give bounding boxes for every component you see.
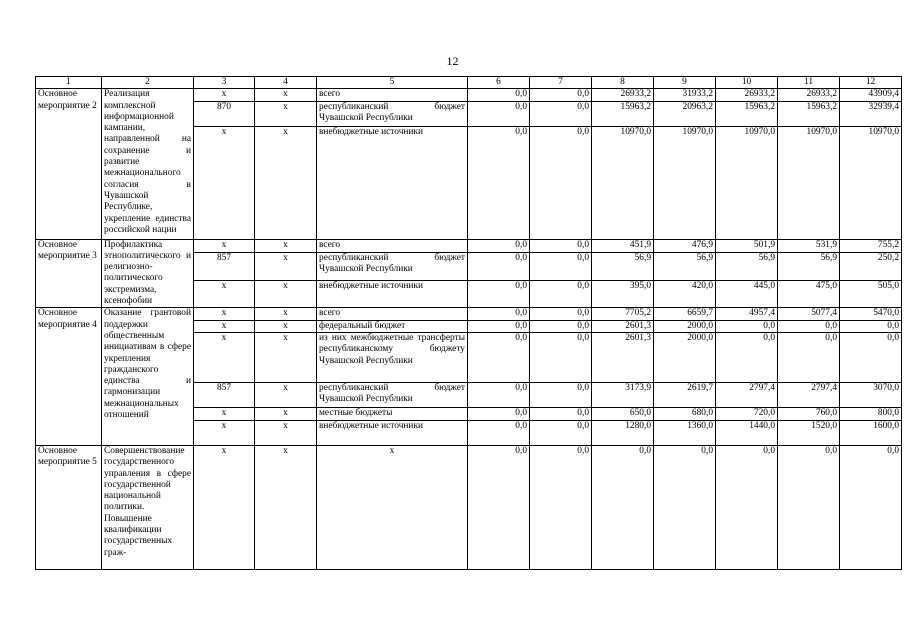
value-cell: 0,0 (530, 239, 592, 253)
value-cell: 250,2 (840, 253, 902, 281)
column-header: 11 (778, 77, 840, 89)
value-cell: 0,0 (468, 101, 530, 126)
code-cell: х (255, 89, 317, 101)
value-cell: 56,9 (778, 253, 840, 281)
value-cell: 0,0 (530, 280, 592, 308)
table-row (36, 239, 902, 253)
value-cell: 0,0 (840, 320, 902, 332)
value-cell: 2797,4 (778, 382, 840, 407)
value-cell: 0,0 (530, 89, 592, 101)
code-cell: х (255, 407, 317, 420)
value-cell: 32939,4 (840, 101, 902, 126)
value-cell: 505,0 (840, 280, 902, 308)
funding-source-cell: республиканский бюджет Чувашской Республики (317, 253, 468, 281)
value-cell: 0,0 (840, 332, 902, 382)
measure-code-cell: Основное мероприятие 2 (36, 89, 102, 239)
code-cell: х (194, 89, 255, 101)
measure-description-cell: Реализация комплексной информационной кампании, направленной на сохранение и развитие межнационального согласия в Чувашской Республике, укрепление единства российской нации (102, 89, 194, 239)
value-cell: 475,0 (778, 280, 840, 308)
funding-source-cell: внебюджетные источники (317, 126, 468, 239)
value-cell: 0,0 (530, 407, 592, 420)
value-cell: 800,0 (840, 407, 902, 420)
value-cell: 15963,2 (778, 101, 840, 126)
value-cell: 0,0 (468, 407, 530, 420)
value-cell: 720,0 (716, 407, 778, 420)
column-header: 4 (255, 77, 317, 89)
budget-table (35, 76, 902, 570)
value-cell: 0,0 (592, 445, 654, 569)
column-header: 3 (194, 77, 255, 89)
value-cell: 0,0 (468, 253, 530, 281)
measure-description-cell: Совершенствование государственного управления в сфере государственной национальной политики. Повышение квалификации государственных граж- (102, 445, 194, 569)
measure-code-cell: Основное мероприятие 3 (36, 239, 102, 308)
value-cell: 0,0 (530, 420, 592, 445)
value-cell: 5470,0 (840, 308, 902, 320)
code-cell: х (255, 420, 317, 445)
value-cell: 0,0 (468, 320, 530, 332)
page-number: 12 (446, 54, 459, 68)
value-cell: 451,9 (592, 239, 654, 253)
table-row (36, 308, 902, 320)
code-cell: х (255, 280, 317, 308)
code-cell: х (255, 320, 317, 332)
column-number-row (36, 77, 902, 89)
value-cell: 0,0 (468, 382, 530, 407)
value-cell: 15963,2 (592, 101, 654, 126)
value-cell: 56,9 (592, 253, 654, 281)
funding-source-cell: республиканский бюджет Чувашской Республики (317, 101, 468, 126)
column-header: 5 (317, 77, 468, 89)
code-cell: х (255, 126, 317, 239)
measure-code-cell: Основное мероприятие 4 (36, 308, 102, 446)
funding-source-cell: внебюджетные источники (317, 280, 468, 308)
value-cell: 0,0 (468, 280, 530, 308)
funding-source-cell: всего (317, 239, 468, 253)
code-cell: х (194, 420, 255, 445)
value-cell: 2000,0 (654, 320, 716, 332)
value-cell: 2797,4 (716, 382, 778, 407)
value-cell: 0,0 (468, 445, 530, 569)
funding-source-cell: республиканский бюджет Чувашской Республики (317, 382, 468, 407)
value-cell: 680,0 (654, 407, 716, 420)
code-cell: х (255, 101, 317, 126)
value-cell: 420,0 (654, 280, 716, 308)
column-header: 7 (530, 77, 592, 89)
value-cell: 15963,2 (716, 101, 778, 126)
value-cell: 0,0 (530, 445, 592, 569)
measure-description-cell: Профилактика этнополитического и религиозно-политического экстремизма, ксенофобии (102, 239, 194, 308)
code-cell: х (255, 382, 317, 407)
value-cell: 476,9 (654, 239, 716, 253)
code-cell: х (255, 445, 317, 569)
column-header: 12 (840, 77, 902, 89)
value-cell: 31933,2 (654, 89, 716, 101)
funding-source-cell: всего (317, 308, 468, 320)
value-cell: 0,0 (468, 332, 530, 382)
value-cell: 2601,3 (592, 320, 654, 332)
code-cell: х (194, 445, 255, 569)
value-cell: 1600,0 (840, 420, 902, 445)
value-cell: 0,0 (778, 332, 840, 382)
code-cell: х (194, 407, 255, 420)
code-cell: х (194, 280, 255, 308)
value-cell: 0,0 (530, 308, 592, 320)
value-cell: 10970,0 (654, 126, 716, 239)
value-cell: 2619,7 (654, 382, 716, 407)
code-cell: 870 (194, 101, 255, 126)
measure-code-cell: Основное мероприятие 5 (36, 445, 102, 569)
code-cell: х (255, 253, 317, 281)
funding-source-cell: всего (317, 89, 468, 101)
code-cell: х (255, 332, 317, 382)
funding-source-cell: внебюджетные источники (317, 420, 468, 445)
value-cell: 0,0 (468, 308, 530, 320)
value-cell: 445,0 (716, 280, 778, 308)
funding-source-cell: из них межбюджетные трансферты республиканскому бюджету Чувашской Республики (317, 332, 468, 382)
code-cell: х (255, 239, 317, 253)
value-cell: 501,9 (716, 239, 778, 253)
table-row (36, 445, 902, 569)
value-cell: 43909,4 (840, 89, 902, 101)
value-cell: 0,0 (778, 445, 840, 569)
value-cell: 0,0 (530, 382, 592, 407)
table-body (36, 89, 902, 570)
code-cell: 857 (194, 253, 255, 281)
code-cell: 857 (194, 382, 255, 407)
value-cell: 0,0 (530, 101, 592, 126)
funding-source-cell: х (317, 445, 468, 569)
column-header: 9 (654, 77, 716, 89)
column-header: 10 (716, 77, 778, 89)
column-header: 1 (36, 77, 102, 89)
value-cell: 1280,0 (592, 420, 654, 445)
code-cell: х (194, 308, 255, 320)
column-header: 2 (102, 77, 194, 89)
column-header: 6 (468, 77, 530, 89)
funding-source-cell: местные бюджеты (317, 407, 468, 420)
value-cell: 0,0 (468, 239, 530, 253)
value-cell: 0,0 (530, 253, 592, 281)
value-cell: 10970,0 (592, 126, 654, 239)
value-cell: 0,0 (530, 126, 592, 239)
value-cell: 4957,4 (716, 308, 778, 320)
value-cell: 26933,2 (778, 89, 840, 101)
value-cell: 26933,2 (716, 89, 778, 101)
value-cell: 1440,0 (716, 420, 778, 445)
value-cell: 0,0 (716, 332, 778, 382)
value-cell: 26933,2 (592, 89, 654, 101)
value-cell: 1520,0 (778, 420, 840, 445)
code-cell: х (255, 308, 317, 320)
value-cell: 3070,0 (840, 382, 902, 407)
value-cell: 531,9 (778, 239, 840, 253)
table-row (36, 89, 902, 101)
value-cell: 0,0 (840, 445, 902, 569)
value-cell: 2601,3 (592, 332, 654, 382)
value-cell: 2000,0 (654, 332, 716, 382)
value-cell: 0,0 (716, 320, 778, 332)
value-cell: 56,9 (654, 253, 716, 281)
value-cell: 56,9 (716, 253, 778, 281)
value-cell: 0,0 (468, 126, 530, 239)
value-cell: 0,0 (716, 445, 778, 569)
value-cell: 0,0 (468, 89, 530, 101)
value-cell: 7705,2 (592, 308, 654, 320)
value-cell: 3173,9 (592, 382, 654, 407)
code-cell: х (194, 320, 255, 332)
code-cell: х (194, 126, 255, 239)
value-cell: 6659,7 (654, 308, 716, 320)
funding-source-cell: федеральный бюджет (317, 320, 468, 332)
value-cell: 0,0 (530, 320, 592, 332)
value-cell: 760,0 (778, 407, 840, 420)
value-cell: 0,0 (468, 420, 530, 445)
value-cell: 755,2 (840, 239, 902, 253)
value-cell: 20963,2 (654, 101, 716, 126)
measure-description-cell: Оказание грантовой поддержки общественным инициативам в сфере укрепления гражданского единства и гармонизации межнациональных отношений (102, 308, 194, 446)
value-cell: 0,0 (530, 332, 592, 382)
value-cell: 1360,0 (654, 420, 716, 445)
code-cell: х (194, 239, 255, 253)
value-cell: 10970,0 (778, 126, 840, 239)
code-cell: х (194, 332, 255, 382)
value-cell: 10970,0 (716, 126, 778, 239)
value-cell: 0,0 (654, 445, 716, 569)
value-cell: 650,0 (592, 407, 654, 420)
value-cell: 5077,4 (778, 308, 840, 320)
column-header: 8 (592, 77, 654, 89)
value-cell: 0,0 (778, 320, 840, 332)
value-cell: 10970,0 (840, 126, 902, 239)
value-cell: 395,0 (592, 280, 654, 308)
